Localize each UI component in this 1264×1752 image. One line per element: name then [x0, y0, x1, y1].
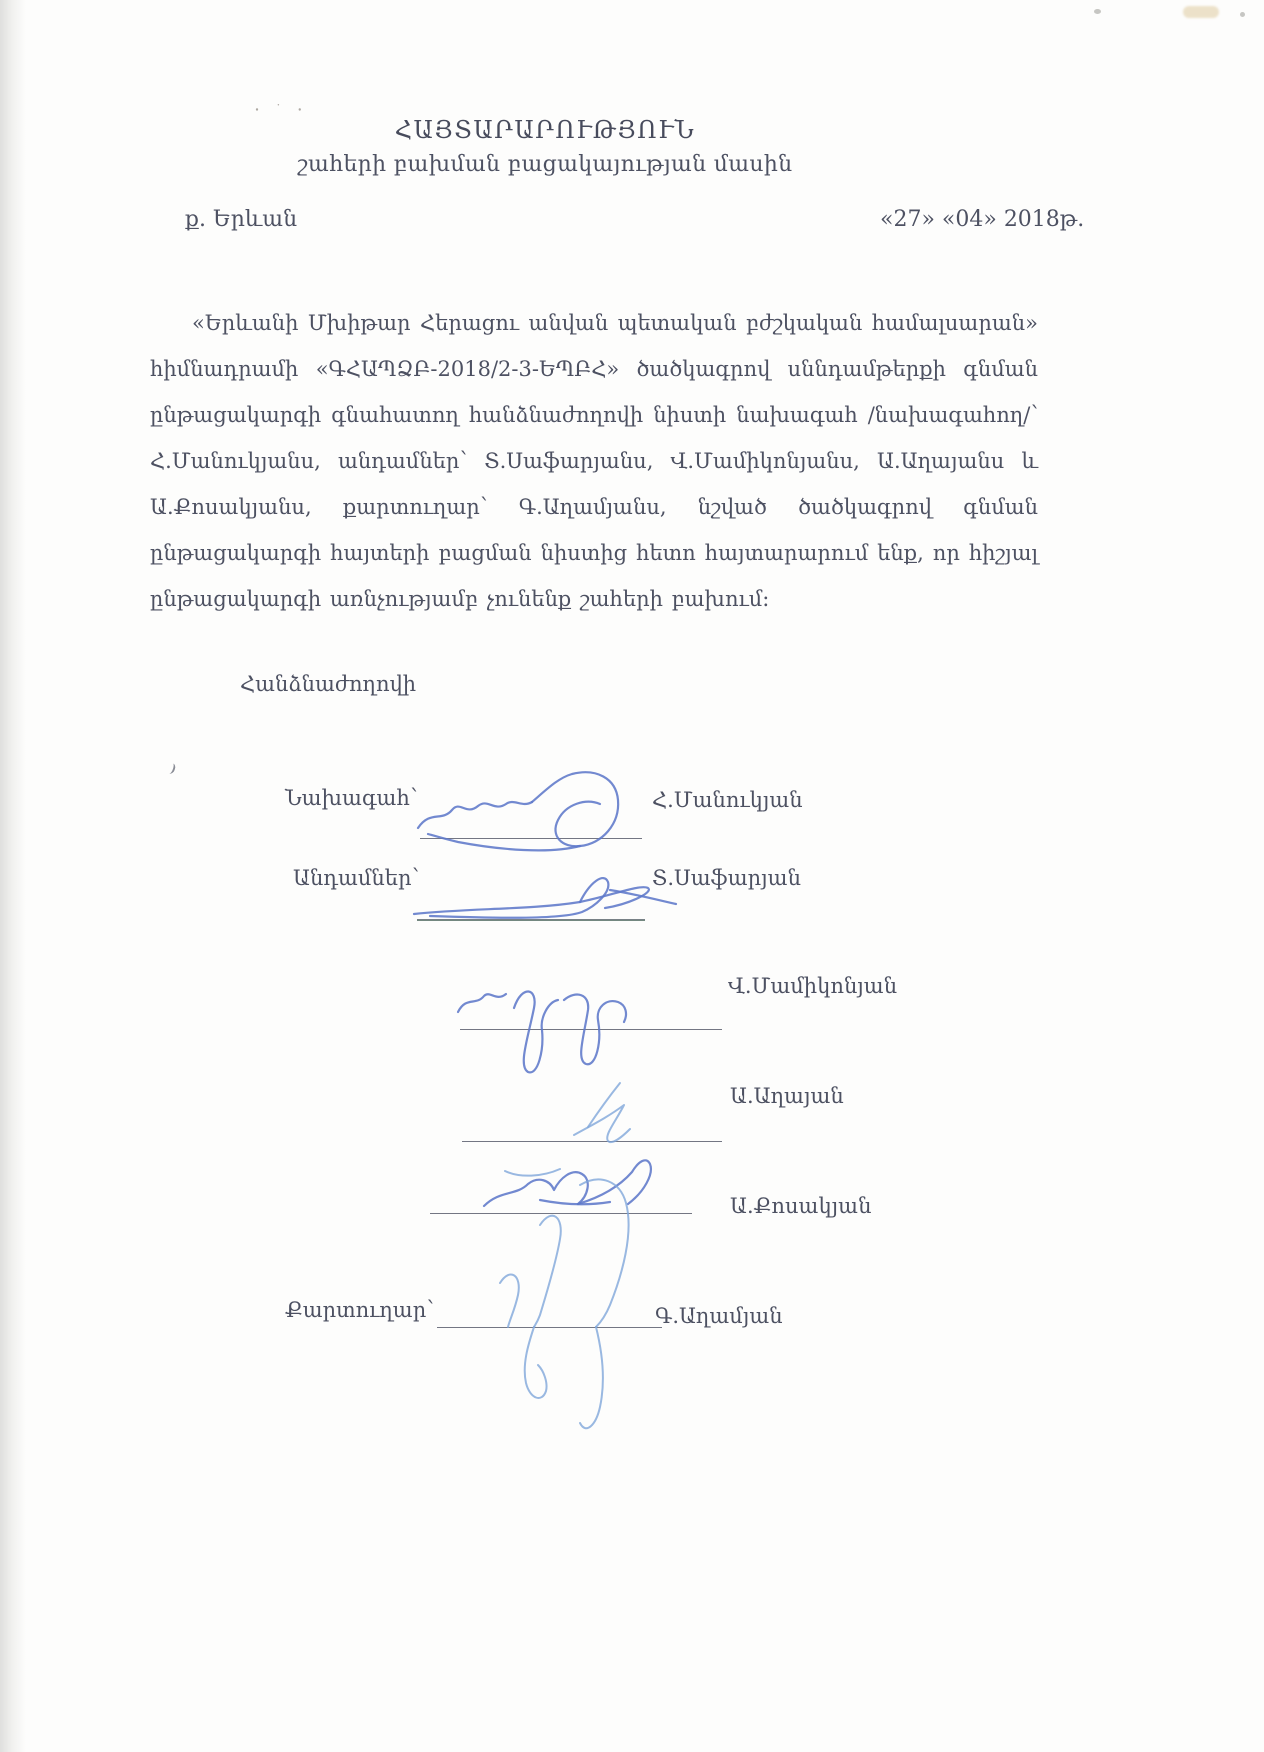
signature-name-manukyan: Հ.Մանուկյան [652, 788, 803, 812]
scan-left-edge [0, 0, 26, 1752]
signature-role-members: Անդամներ՝ [293, 866, 420, 890]
signature-name-aghamyan: Գ.Աղամյան [655, 1304, 783, 1328]
signature-mamikonyan [430, 950, 700, 1085]
document-title: ՀԱՅՏԱՐԱՐՈՒԹՅՈՒՆ [394, 116, 696, 144]
signature-role-secretary: Քարտուղար՝ [285, 1298, 434, 1322]
signature-role-chairman: Նախագահ՝ [285, 786, 418, 810]
date: «27» «04» 2018թ. [880, 207, 1085, 232]
document-subtitle: շահերի բախման բացակայության մասին [297, 152, 793, 177]
place-city: ք. Երևան [185, 207, 298, 232]
signature-name-aghayan: Ա.Աղայան [730, 1084, 844, 1108]
signature-safaryan [400, 858, 690, 933]
scan-smudge [1183, 6, 1219, 18]
scan-speck [1094, 9, 1101, 14]
scan-speck [1240, 12, 1245, 17]
signature-aghamyan [430, 1155, 730, 1445]
pencil-marks: ꞏ ˙ ꞏ [255, 103, 308, 118]
signature-name-safaryan: Տ.Սաֆարյան [652, 866, 801, 890]
committee-heading: Հանձնաժողովի [240, 672, 417, 696]
declaration-body: «Երևանի Մխիթար Հերացու անվան պետական բժշկական համալսարան» հիմնադրամի «ԳՀԱՊՁԲ-2018/2-3-ԵՊԲՀ» ծածկագրով սննդամթերքի գնման ընթացակարգի գնահատող հանձնաժողովի նիստի նախագահ /նախագահող/՝ Հ.Մանուկյանս, անդամներ՝ Տ.Սաֆարյանս, Վ.Մամիկոնյանս, Ա.Աղայանս և Ա.Քոսակյանս, քարտուղար՝ Գ.Աղամյանս, նշված ծածկագրով գնման ընթացակարգի հայտերի բացման նիստից հետո հայտարարում ենք, որ հիշյալ ընթացակարգի առնչությամբ չունենք շահերի բախում։ [150, 311, 1038, 611]
margin-mark [165, 762, 176, 775]
signature-name-qosakyan: Ա.Քոսակյան [730, 1194, 872, 1218]
signature-name-mamikonyan: Վ.Մամիկոնյան [728, 974, 898, 998]
signature-manukyan [400, 750, 680, 865]
